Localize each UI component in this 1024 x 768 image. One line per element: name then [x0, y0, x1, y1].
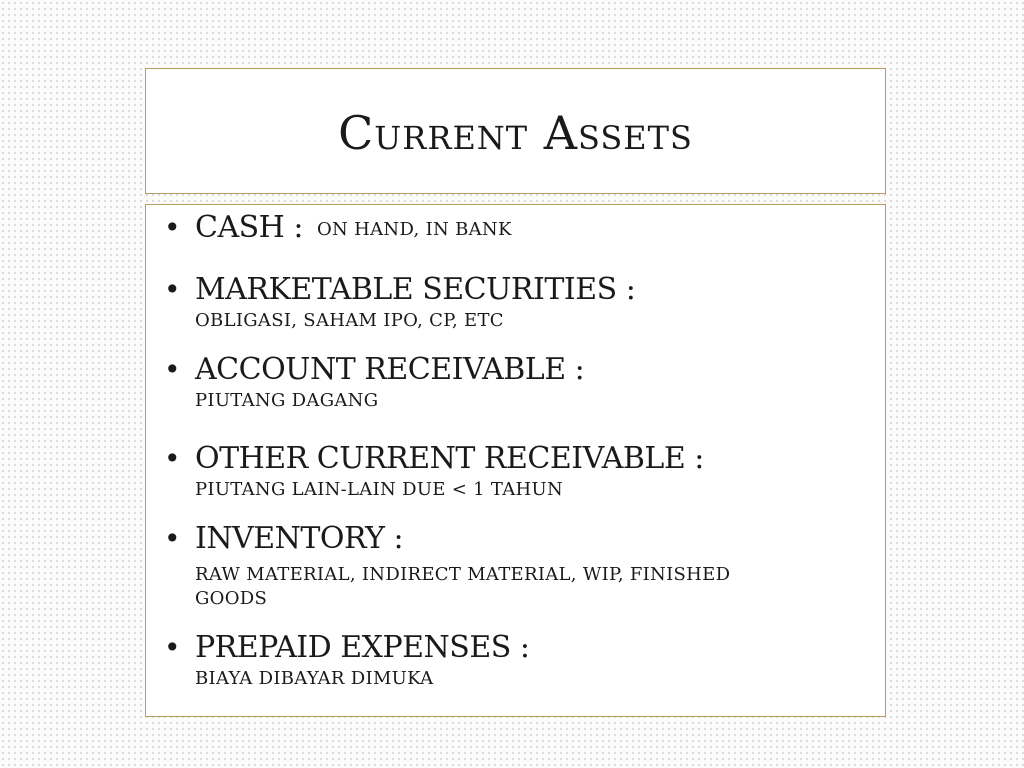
item-heading: MARKETABLE SECURITIES : [195, 272, 636, 307]
title-box [145, 68, 886, 194]
item-heading: PREPAID EXPENSES : [195, 630, 530, 665]
item-detail: OBLIGASI, SAHAM IPO, CP, ETC [195, 310, 504, 331]
bullet-icon: • [164, 273, 181, 306]
item-heading: ACCOUNT RECEIVABLE : [195, 352, 585, 387]
bullet-icon: • [164, 522, 181, 555]
item-detail-line1: RAW MATERIAL, INDIRECT MATERIAL, WIP, FINISHED [195, 564, 731, 585]
bullet-icon: • [164, 353, 181, 386]
content-box [145, 204, 886, 717]
slide-title: Current Assets [338, 106, 693, 160]
item-heading: OTHER CURRENT RECEIVABLE : [195, 441, 704, 476]
bullet-icon: • [164, 631, 181, 664]
item-heading: INVENTORY : [195, 521, 404, 556]
item-heading: CASH : ON HAND, IN BANK [195, 210, 512, 245]
item-detail-line2: GOODS [195, 588, 268, 609]
bullet-icon: • [164, 442, 181, 475]
item-detail: BIAYA DIBAYAR DIMUKA [195, 668, 434, 689]
bullet-icon: • [164, 211, 181, 244]
item-detail: PIUTANG LAIN-LAIN DUE < 1 TAHUN [195, 479, 564, 500]
item-detail: PIUTANG DAGANG [195, 390, 379, 411]
item-detail: ON HAND, IN BANK [316, 219, 512, 240]
